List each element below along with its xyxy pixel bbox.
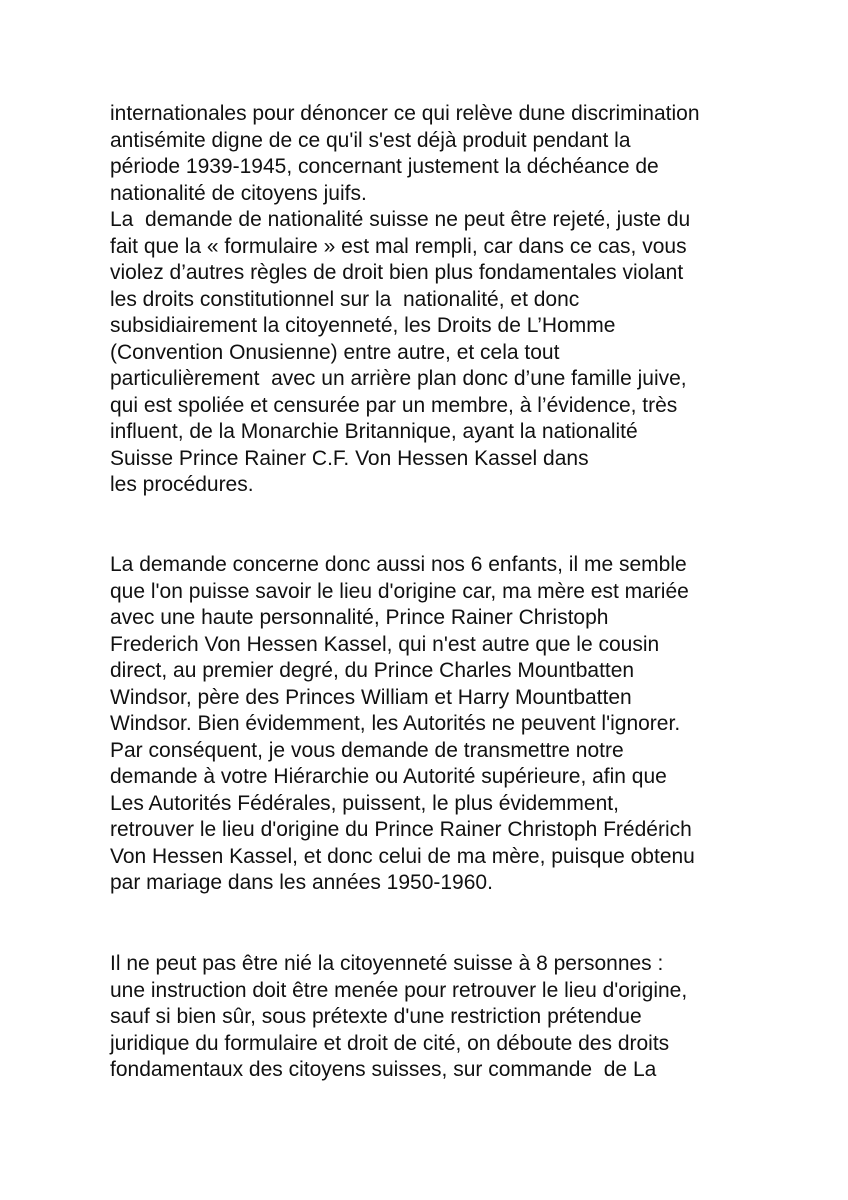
text-line: qui est spoliée et censurée par un membre, à l’évidence, très	[110, 393, 678, 417]
text-line: antisémite digne de ce qu'il s'est déjà produit pendant la	[110, 128, 631, 152]
text-line: violez d’autres règles de droit bien plus fondamentales violant	[110, 261, 684, 284]
text-line: sauf si bien sûr, sous prétexte d'une restriction prétendue	[110, 1005, 642, 1028]
text-line: (Convention Onusienne) entre autre, et cela tout	[110, 340, 560, 364]
text-line: La demande de nationalité suisse ne peut être rejeté, juste du	[110, 208, 691, 231]
text-line: une instruction doit être menée pour retrouver le lieu d'origine,	[110, 978, 688, 1002]
text-line: juridique du formulaire et droit de cité, on déboute des droits	[110, 1031, 670, 1055]
text-line: Suisse Prince Rainer C.F. Von Hessen Kassel dans	[110, 446, 589, 470]
text-line: internationales pour dénoncer ce qui relève dune discrimination	[110, 102, 700, 125]
text-line: Windsor. Bien évidemment, les Autorités ne peuvent l'ignorer.	[110, 712, 681, 735]
text-line: retrouver le lieu d'origine du Prince Rainer Christoph Frédérich	[110, 818, 692, 841]
text-line: fait que la « formulaire » est mal rempli, car dans ce cas, vous	[110, 234, 687, 258]
paragraph-3	[110, 951, 750, 1084]
text-line: période 1939-1945, concernant justement la déchéance de	[110, 155, 659, 178]
text-line: subsidiairement la citoyenneté, les Droits de L’Homme	[110, 314, 616, 337]
text-line: Par conséquent, je vous demande de transmettre notre	[110, 738, 624, 762]
text-line: Il ne peut pas être nié la citoyenneté suisse à 8 personnes :	[110, 952, 664, 975]
text-line: particulièrement avec un arrière plan donc d’une famille juive,	[110, 367, 687, 390]
text-line: demande à votre Hiérarchie ou Autorité supérieure, afin que	[110, 765, 667, 788]
text-line: par mariage dans les années 1950-1960.	[110, 871, 493, 894]
paragraph-2	[110, 552, 750, 897]
text-line: que l'on puisse savoir le lieu d'origine car, ma mère est mariée	[110, 579, 689, 603]
text-line: fondamentaux des citoyens suisses, sur commande de La	[110, 1058, 657, 1081]
text-line: La demande concerne donc aussi nos 6 enfants, il me semble	[110, 553, 687, 576]
text-line: nationalité de citoyens juifs.	[110, 181, 367, 205]
text-line: direct, au premier degré, du Prince Charles Mountbatten	[110, 659, 635, 682]
text-line: avec une haute personnalité, Prince Rainer Christoph	[110, 606, 609, 629]
text-line: Windsor, père des Princes William et Harry Mountbatten	[110, 685, 632, 709]
text-line: les procédures.	[110, 473, 254, 496]
text-line: Von Hessen Kassel, et donc celui de ma mère, puisque obtenu	[110, 844, 695, 868]
paragraph-1	[110, 101, 750, 499]
text-line: Les Autorités Fédérales, puissent, le plus évidemment,	[110, 791, 619, 815]
text-line: influent, de la Monarchie Britannique, ayant la nationalité	[110, 420, 638, 443]
text-line: Frederich Von Hessen Kassel, qui n'est autre que le cousin	[110, 632, 660, 656]
text-line: les droits constitutionnel sur la nationalité, et donc	[110, 287, 580, 311]
